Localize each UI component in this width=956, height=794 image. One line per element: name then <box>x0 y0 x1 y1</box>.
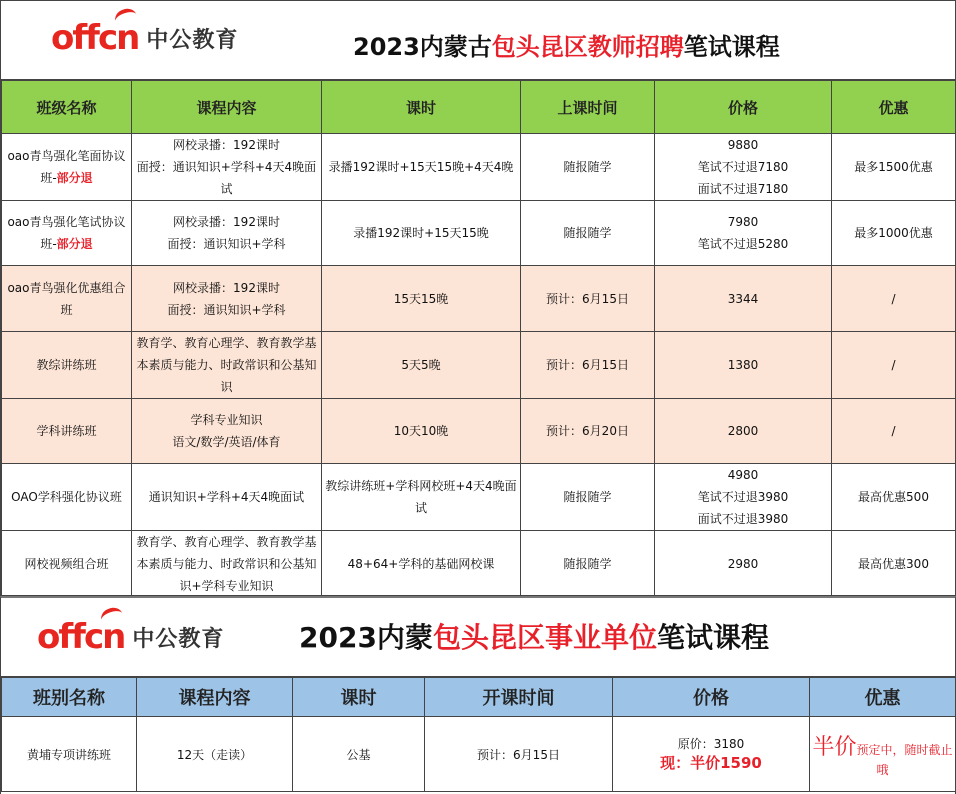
class-time-cell: 随报随学 <box>521 201 655 266</box>
discount-cell: 最多1500优惠 <box>832 134 956 201</box>
content-line: 网校录播：192课时 <box>173 215 280 229</box>
content-cell <box>132 332 322 399</box>
class-name-cell <box>2 266 132 332</box>
class-name-cell <box>2 332 132 399</box>
content-line: 面授：通识知识+学科 <box>167 302 286 317</box>
table-header-row <box>2 81 956 134</box>
offcn-logo-text: 中公教育 <box>146 27 239 53</box>
start-time-cell: 预计：6月15日 <box>425 717 613 792</box>
price-line: 面试不过退7180 <box>697 182 789 196</box>
class-name: oao青鸟强化优惠组合班 <box>7 280 126 317</box>
column-header: 上课时间 <box>521 81 655 134</box>
price-cell <box>613 717 810 792</box>
price-cell <box>655 134 832 201</box>
class-name-cell <box>2 134 132 201</box>
price-line: 4980 <box>727 468 759 482</box>
class-time-cell: 预计：6月20日 <box>521 399 655 464</box>
price-cell <box>655 531 832 598</box>
content-cell: 12天（走读） <box>137 717 293 792</box>
class-time-cell: 随报随学 <box>521 134 655 201</box>
table-row <box>2 717 956 792</box>
table-row <box>2 464 956 531</box>
table-row <box>2 134 956 201</box>
hours-cell: 15天15晚 <box>322 266 521 332</box>
column-header: 课时 <box>293 678 425 717</box>
refund-tag: 部分退 <box>56 237 93 251</box>
content-line: 网校录播：192课时 <box>173 138 280 152</box>
price-line: 3344 <box>727 291 759 306</box>
column-header: 优惠 <box>810 678 956 717</box>
current-price: 现：半价1590 <box>660 754 762 772</box>
offcn-logo-mark: offcn <box>37 620 124 654</box>
hours-cell: 10天10晚 <box>322 399 521 464</box>
price-line: 笔试不过退7180 <box>697 160 789 174</box>
price-line: 笔试不过退3980 <box>697 490 789 504</box>
course-table <box>1 80 956 598</box>
sheet-title: 2023内蒙古包头昆区教师招聘笔试课程 <box>353 33 780 61</box>
class-name-cell <box>2 531 132 598</box>
hours-cell: 录播192课时+15天15晚 <box>322 201 521 266</box>
class-name: oao青鸟强化笔面协议班- <box>7 149 126 185</box>
table-row <box>2 399 956 464</box>
class-name: 教综讲练班 <box>36 358 97 372</box>
sheet-banner <box>1 598 955 677</box>
class-time-cell: 随报随学 <box>521 464 655 531</box>
class-name-cell <box>2 201 132 266</box>
price-line: 2980 <box>727 557 759 571</box>
price-line: 面试不过退3980 <box>697 512 789 526</box>
price-line: 笔试不过退5280 <box>697 237 789 251</box>
table-header-row <box>2 678 956 717</box>
discount-cell: / <box>832 332 956 399</box>
discount-cell: / <box>832 266 956 332</box>
table-row <box>2 266 956 332</box>
class-time-cell: 预计：6月15日 <box>521 266 655 332</box>
content-cell <box>132 134 322 201</box>
class-name: 网校视频组合班 <box>24 557 109 571</box>
column-header: 课时 <box>322 81 521 134</box>
class-name: oao青鸟强化笔试协议班- <box>7 215 126 251</box>
table-row <box>2 332 956 399</box>
column-header: 班级名称 <box>2 81 132 134</box>
class-time-cell: 预计：6月15日 <box>521 332 655 399</box>
content-line: 学科专业知识 <box>190 413 263 427</box>
hours-cell: 录播192课时+15天15晚+4天4晚 <box>322 134 521 201</box>
institution-exam-course-sheet <box>0 596 956 794</box>
column-header: 开课时间 <box>425 678 613 717</box>
discount-note: 预定中，随时截止哦 <box>856 743 953 777</box>
class-name-cell <box>2 464 132 531</box>
hours-cell: 48+64+学科的基础网校课 <box>322 531 521 598</box>
offcn-logo-text: 中公教育 <box>132 626 225 652</box>
class-name-cell: 黄埔专项讲练班 <box>2 717 137 792</box>
hours-cell: 5天5晚 <box>322 332 521 399</box>
course-table <box>1 677 956 792</box>
content-line: 网校录播：192课时 <box>173 280 280 295</box>
offcn-logo-mark: offcn <box>51 21 138 55</box>
column-header: 课程内容 <box>132 81 322 134</box>
content-line: 教育学、教育心理学、教育教学基本素质与能力、时政常识和公基知识 <box>136 336 317 394</box>
half-price-label: 半价 <box>812 735 857 760</box>
sheet-title: 2023内蒙包头昆区事业单位笔试课程 <box>299 621 769 654</box>
refund-tag: 部分退 <box>56 171 93 185</box>
price-line: 9880 <box>727 138 759 152</box>
offcn-logo <box>37 617 225 657</box>
price-line: 1380 <box>727 358 759 372</box>
column-header: 课程内容 <box>137 678 293 717</box>
content-cell <box>132 201 322 266</box>
price-cell <box>655 201 832 266</box>
price-cell <box>655 266 832 332</box>
price-cell <box>655 399 832 464</box>
content-line: 面授：通识知识+学科+4天4晚面试 <box>136 160 317 196</box>
column-header: 优惠 <box>832 81 956 134</box>
class-name-cell <box>2 399 132 464</box>
discount-cell: / <box>832 399 956 464</box>
hours-cell: 教综讲练班+学科网校班+4天4晚面试 <box>322 464 521 531</box>
sheet-banner <box>1 1 955 80</box>
content-line: 教育学、教育心理学、教育教学基本素质与能力、时政常识和公基知识+学科专业知识 <box>136 535 317 593</box>
class-name: OAO学科强化协议班 <box>11 490 122 504</box>
content-line: 语文/数学/英语/体育 <box>172 435 281 449</box>
table-row <box>2 201 956 266</box>
content-cell <box>132 464 322 531</box>
price-line: 7980 <box>727 215 759 229</box>
discount-cell: 最多1000优惠 <box>832 201 956 266</box>
price-line: 2800 <box>727 424 759 438</box>
content-cell <box>132 399 322 464</box>
offcn-logo <box>51 18 239 58</box>
hours-cell: 公基 <box>293 717 425 792</box>
class-time-cell: 随报随学 <box>521 531 655 598</box>
content-line: 面授：通识知识+学科 <box>167 237 286 251</box>
column-header: 班别名称 <box>2 678 137 717</box>
discount-cell <box>810 717 956 792</box>
content-line: 通识知识+学科+4天4晚面试 <box>148 490 305 504</box>
discount-cell: 最高优惠500 <box>832 464 956 531</box>
original-price: 原价：3180 <box>677 737 745 751</box>
column-header: 价格 <box>655 81 832 134</box>
price-cell <box>655 464 832 531</box>
price-cell <box>655 332 832 399</box>
class-name: 学科讲练班 <box>36 424 97 438</box>
table-row <box>2 531 956 598</box>
column-header: 价格 <box>613 678 810 717</box>
content-cell <box>132 531 322 598</box>
discount-cell: 最高优惠300 <box>832 531 956 598</box>
content-cell <box>132 266 322 332</box>
